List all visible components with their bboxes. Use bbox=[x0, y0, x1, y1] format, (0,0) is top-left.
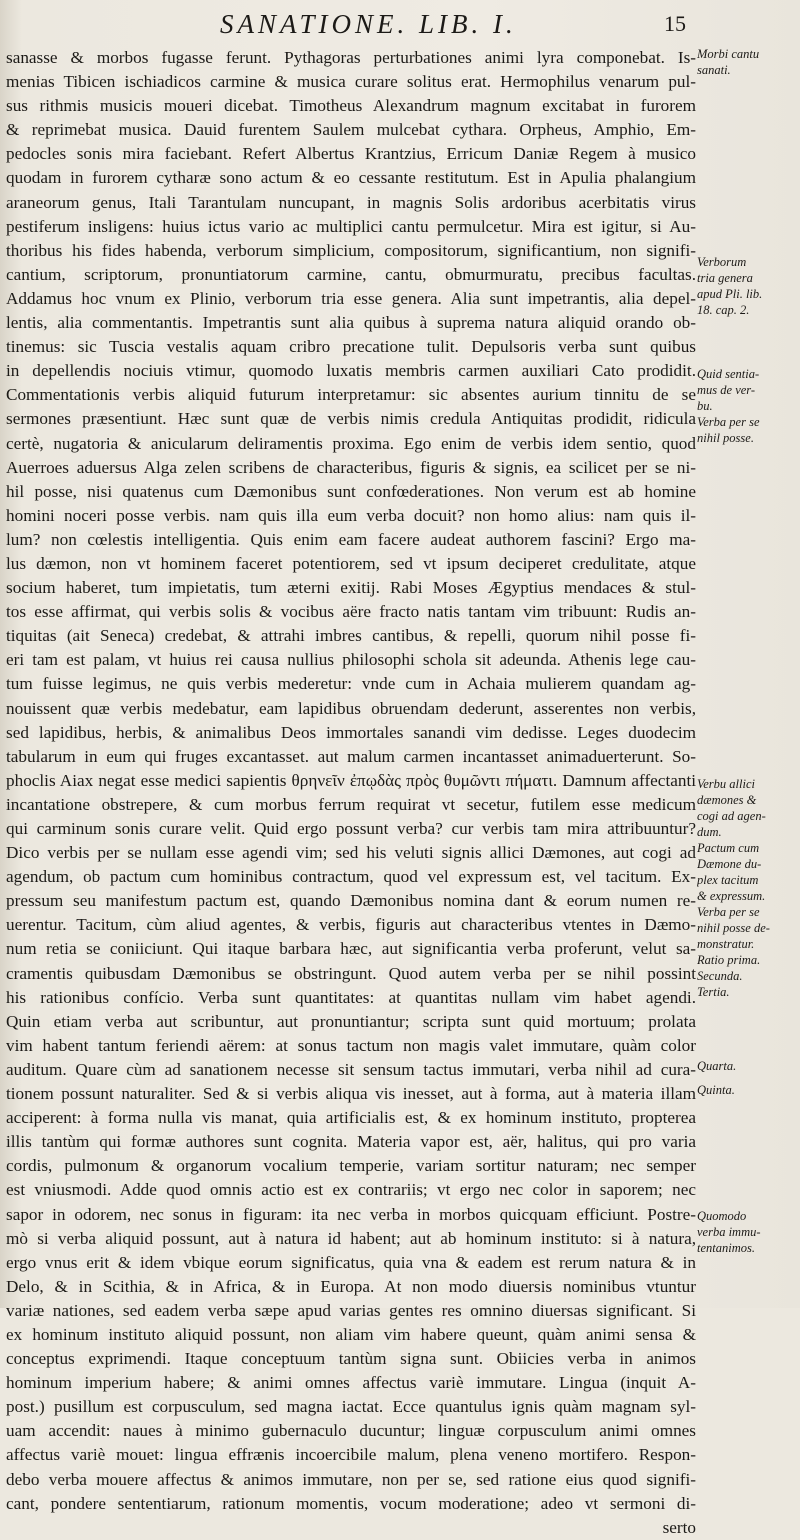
margin-note-line: Quomodo bbox=[697, 1209, 747, 1223]
text-line: & reprimebat musica. Dauid furentem Saulem mulcebat cythara. Orpheus, Amphio, Em- bbox=[6, 120, 696, 140]
text-line: conceptus exprimendi. Itaque conceptuum tantùm signa sunt. Obiicies verba in animos bbox=[6, 1349, 696, 1369]
text-line: est vniusmodi. Adde quod omnis actio est ex contrariis; vt ergo nec color in saporem; nec bbox=[6, 1180, 696, 1200]
text-line: phoclis Aiax negat esse medici sapientis θρηνεῖν ἐπῳδὰς πρὸς θυμῶντι πήματι. Damnum affectanti bbox=[6, 770, 696, 790]
margin-note-line: 18. cap. 2. bbox=[697, 303, 750, 317]
margin-note-line: & expressum. bbox=[697, 889, 766, 903]
margin-note-line: Verborum bbox=[697, 255, 747, 269]
text-line: sermones præsentiunt. Hæc sunt quæ de verbis nimis credula Antiquitas prodidit, ridicula bbox=[6, 409, 696, 429]
margin-note-line: Verbu allici bbox=[697, 777, 755, 791]
text-line: pedocles sonis mira faciebant. Refert Albertus Krantzius, Erricum Daniæ Regem à musico bbox=[6, 144, 696, 164]
text-line: cant, pondere sententiarum, rationum momentis, vocum moderatione; adeo vt sermoni di- bbox=[6, 1493, 696, 1513]
text-line: pestiferum insligens: huius ictus vario ac multiplici cantu permulcetur. Mira est igitur, si Au- bbox=[6, 216, 696, 236]
margin-note-verbu-allici bbox=[697, 776, 800, 840]
text-line: lum? non cœlestis intelligentia. Quis enim eam facere audeat authorem fascini? Ergo ma- bbox=[6, 529, 696, 549]
text-line: araneorum genus, Itali Tarantulam nuncupant, in magnis Solis ardoribus acerbitatis virus bbox=[6, 192, 696, 212]
margin-note-line: Tertia. bbox=[697, 985, 730, 999]
text-line: homini noceri posse verbis. nam quis illa eum verba docuit? non homo alius: nam quis il- bbox=[6, 505, 696, 525]
text-line: tiquitas (ait Seneca) credebat, & attrahi imbres cantibus, & repelli, quorum nihil posse fi- bbox=[6, 626, 696, 646]
text-line: hil posse, nisi quatenus cum Dæmonibus sunt confœderationes. Non verum est ab homine bbox=[6, 481, 696, 501]
text-line: acciperent: à forma nulla vis manat, quia artificialis est, & ex hominum instituto, propterea bbox=[6, 1108, 696, 1128]
text-line: ergo vnus erit & idem vbique eorum significatus, quia vna & eadem est rerum natura & in bbox=[6, 1252, 696, 1272]
margin-note-line: bu. bbox=[697, 399, 713, 413]
text-line: tabularum in eum qui fruges excantasset. aut malum carmen incantasset animaduerterunt. So- bbox=[6, 746, 696, 766]
margin-note-quinta bbox=[697, 1082, 800, 1098]
text-line: lus dæmon, non vt hominem faceret potentiorem, sed vt ipsum deciperet credulitate, atque bbox=[6, 553, 696, 573]
margin-note-ratio-prima bbox=[697, 952, 800, 968]
text-line: pressum seu manifestum pactum est, quando Dæmonibus nomina dant & eorum numen re- bbox=[6, 891, 696, 911]
margin-note-line: Quinta. bbox=[697, 1083, 735, 1097]
text-line: agendum, ob pactum cum hominibus contractum, quod vel expressum est, vel tacitum. Ex- bbox=[6, 867, 696, 887]
text-line: menias Tibicen ischiadicos carmine & musica curare solitus erat. Hermophilus venarum pul- bbox=[6, 72, 696, 92]
text-line: tos esse affirmat, qui verbis solis & vocibus aëre fracto natis tantam vim tribuunt: Rudis an- bbox=[6, 602, 696, 622]
margin-note-line: sanati. bbox=[697, 63, 731, 77]
catchword: serto bbox=[662, 1517, 696, 1537]
text-line: cordis, pulmonum & organorum vocalium temperie, variam sortitur naturam; nec semper bbox=[6, 1156, 696, 1176]
text-line: nouissent quæ verbis medebatur, eam lapidibus obruendam dederunt, asserentes non verbis, bbox=[6, 698, 696, 718]
margin-note-line: Morbi cantu bbox=[697, 47, 760, 61]
text-line: num retia se coniiciunt. Qui itaque barbara hæc, aut significantia verba proferunt, velut sa- bbox=[6, 939, 696, 959]
text-line: mò si verba aliquid possunt, aut à natura id habent; aut ab hominum instituto: si à natura, bbox=[6, 1228, 696, 1248]
text-line: certè, nugatoria & anicularum deliramentis proxima. Ego enim de verbis idem sentio, quod bbox=[6, 433, 696, 453]
text-line: hominum imperium habere; & animi omnes affectus variè immutare. Lingua (inquit A- bbox=[6, 1373, 696, 1393]
text-line: in depellendis nociuis vtimur, quomodo luxatis membris carmen auxiliari Cato prodidit. bbox=[6, 361, 696, 381]
margin-note-line: Dæmone du- bbox=[697, 857, 762, 871]
margin-note-line: Quarta. bbox=[697, 1059, 737, 1073]
margin-note-line: plex tacitum bbox=[697, 873, 759, 887]
text-line: lentis, alia commentantis. Impetrantis sunt alia quibus à suprema natura aliquid orando ob- bbox=[6, 313, 696, 333]
body-text bbox=[6, 46, 696, 1540]
text-line: quodam in furorem cytharæ sono actum & eo cessante restitutum. Est in Apulia phalangium bbox=[6, 168, 696, 188]
text-line: sed lapidibus, herbis, & animalibus Deos immortales sanandi vim dedisse. Leges duodecim bbox=[6, 722, 696, 742]
text-line: sus rithmis musicis moueri dicebat. Timotheus Alexandrum magnum excitabat in furorem bbox=[6, 96, 696, 116]
text-line: affectus variè mouet: lingua effrænis incoercibile malum, plena veneno mortifero. Respon- bbox=[6, 1445, 696, 1465]
margin-note-quomodo bbox=[697, 1208, 800, 1256]
margin-notes bbox=[697, 46, 800, 1286]
margin-note-line: Pactum cum bbox=[697, 841, 760, 855]
margin-note-line: Ratio prima. bbox=[697, 953, 761, 967]
text-line: auditum. Quare cùm ad sanationem necesse sit sensum tactus immutari, verba nihil ad cura- bbox=[6, 1059, 696, 1079]
margin-note-secunda bbox=[697, 968, 800, 984]
margin-note-line: dæmones & bbox=[697, 793, 757, 807]
text-line: incantatione obstrepere, & cum morbus ferrum requirat vt secetur, futilem esse medicum bbox=[6, 794, 696, 814]
text-line: Quin etiam verba aut scribuntur, aut pronuntiantur; scripta sunt quid mortuum; prolata bbox=[6, 1011, 696, 1031]
margin-note-line: verba immu- bbox=[697, 1225, 761, 1239]
text-line: cantium, scriptorum, pronuntiatorum carmine, cantu, obmurmuratu, precibus facultas. bbox=[6, 264, 696, 284]
text-line: his rationibus confício. Verba sunt quantitates: at quantitas nullam vim habet agendi. bbox=[6, 987, 696, 1007]
text-line: Auerroes aduersus Alga zelen scribens de characteribus, figuris & signis, ea scilicet per se ni- bbox=[6, 457, 696, 477]
text-line: tionem possunt naturaliter. Sed & si verbis aliqua vis inesset, aut à forma, aut à materia illam bbox=[6, 1084, 696, 1104]
text-line: cramentis quibusdam Dæmonibus se obstringunt. Quod autem verba per se nihil possint bbox=[6, 963, 696, 983]
text-line: uerentur. Tacitum, cùm aliud agentes, & verbis, figuris aut characteribus vtentes in Dæmo- bbox=[6, 915, 696, 935]
text-line: ex hominum instituto aliquid possunt, non aliam vim habere queunt, quàm animi sensa & bbox=[6, 1324, 696, 1344]
margin-note-verba-demonstr bbox=[697, 904, 800, 952]
page-header bbox=[0, 4, 800, 44]
text-line: vim habent tantum feriendi aërem: at sonus tactum non magis valet immutare, quàm color bbox=[6, 1035, 696, 1055]
margin-note-line: Verba per se bbox=[697, 415, 760, 429]
margin-note-line: Quid sentia- bbox=[697, 367, 760, 381]
page-number: 15 bbox=[664, 11, 686, 36]
margin-note-line: monstratur. bbox=[697, 937, 755, 951]
margin-note-verborum bbox=[697, 254, 800, 318]
text-line: post.) pusillum est corpusculum, sed magna iactat. Ecce quantulus ignis quàm magnam syl- bbox=[6, 1397, 696, 1417]
margin-note-line: cogi ad agen- bbox=[697, 809, 766, 823]
text-line: sapor in odorem, nec sonus in figuram: ita nec verba in morbos quicquam efficiunt. Postre- bbox=[6, 1204, 696, 1224]
margin-note-line: tentanimos. bbox=[697, 1241, 755, 1255]
text-line: qui carminum sonis curare velit. Quid ergo possunt verba? cur verbis tam mira attribuuntur? bbox=[6, 819, 696, 838]
text-line: socium haberet, tum impietatis, tum æterni exitij. Rabi Moses Ægyptius mendaces & stul- bbox=[6, 578, 696, 598]
margin-note-quarta bbox=[697, 1058, 800, 1074]
text-line: debo verba mouere affectus & animos immutare, non per se, sed ratione eius quod signifi- bbox=[6, 1469, 696, 1489]
margin-note-line: dum. bbox=[697, 825, 722, 839]
margin-note-quid-sentia bbox=[697, 366, 800, 414]
text-line: Commentationis verbis aliquid futurum interpretamur: sic absentes aurium tinnitu de se bbox=[6, 385, 696, 405]
text-line: tinemus: sic Tuscia vestalis aquam cribro precatione tulit. Depulsoris verba sunt quibus bbox=[6, 337, 696, 357]
text-line: variæ nationes, sed eadem verba sæpe apud varias gentes res omnino diuersas significant. Si bbox=[6, 1300, 696, 1320]
margin-note-tertia bbox=[697, 984, 800, 1000]
text-line: illis tantùm qui formæ authores sunt cognita. Materia vapor est, aër, halitus, qui pro varia bbox=[6, 1132, 696, 1152]
text-line: eri tam est palam, vt huius rei causa nullius philosophi schola sit adeunda. Athenis lege cau- bbox=[6, 650, 696, 670]
margin-note-verba-per-se bbox=[697, 414, 800, 446]
margin-note-line: nihil posse de- bbox=[697, 921, 770, 935]
text-line: Addamus hoc vnum ex Plinio, verborum tria esse genera. Alia sunt impetrantis, alia depel- bbox=[6, 288, 696, 308]
margin-note-line: apud Pli. lib. bbox=[697, 287, 763, 301]
text-line: sanasse & morbos fugasse ferunt. Pythagoras perturbationes animi lyra componebat. Is- bbox=[6, 48, 696, 67]
margin-note-morbi bbox=[697, 46, 800, 78]
text-line: thoribus his fides habenda, verborum simplicium, compositorum, significantium, non signifi- bbox=[6, 240, 696, 260]
margin-note-line: mus de ver- bbox=[697, 383, 756, 397]
text-line: Delo, & in Scithia, & in Africa, & in Europa. At non modo diuersis nominibus vtuntur bbox=[6, 1276, 696, 1296]
text-line: Dico verbis per se nullam esse agendi vim; sed his veluti signis allici Dæmones, aut cogi ad bbox=[6, 843, 696, 863]
margin-note-line: tria genera bbox=[697, 271, 753, 285]
text-line: tum fuisse legimus, ne quis verbis mederetur: vnde cum in Achaia mulierem quandam ag- bbox=[6, 674, 696, 694]
running-title: SANATIONE. LIB. I. bbox=[220, 9, 517, 39]
margin-note-line: Secunda. bbox=[697, 969, 743, 983]
margin-note-pactum bbox=[697, 840, 800, 904]
margin-note-line: nihil posse. bbox=[697, 431, 754, 445]
text-line: uam accendit: naues à minimo gubernaculo ducuntur; linguæ corpusculum animi omnes bbox=[6, 1421, 696, 1441]
margin-note-line: Verba per se bbox=[697, 905, 760, 919]
